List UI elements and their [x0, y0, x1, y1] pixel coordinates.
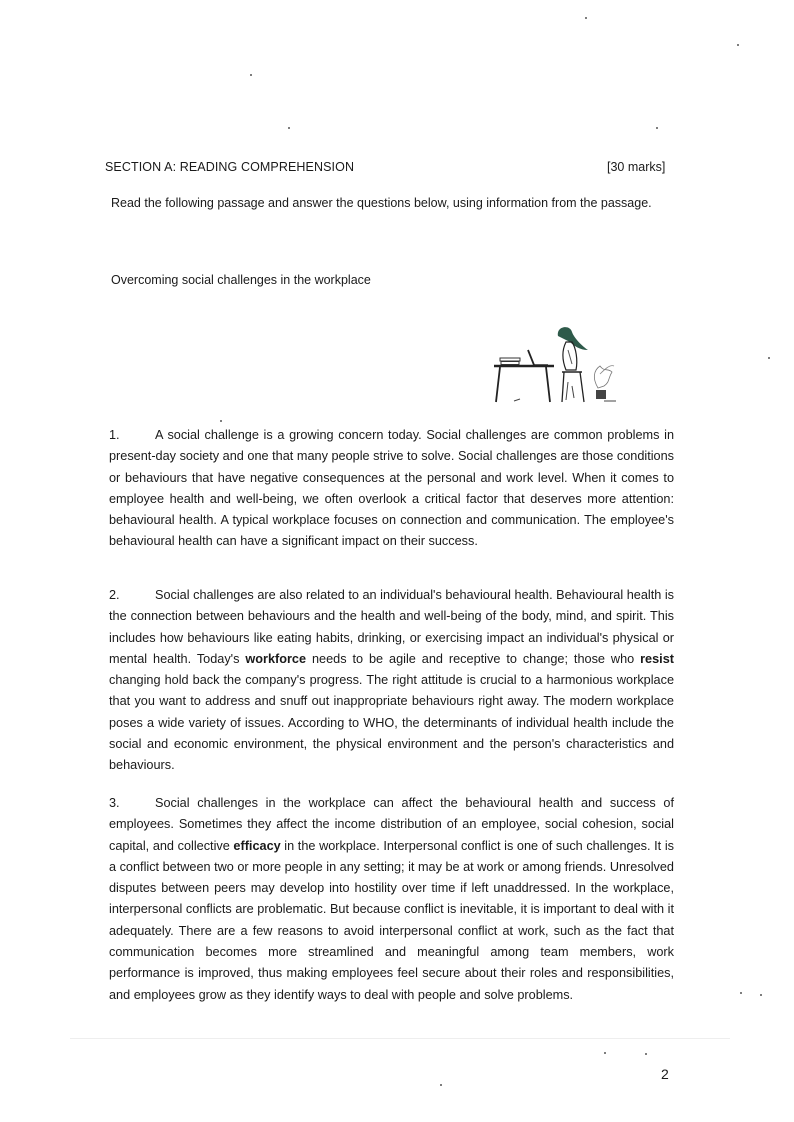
paragraph-text: Social challenges are also related to an individual's behavioural health. Behavioural health is the connection between behaviours and the health and well-being of the body, mind, and spirit. This includes how behaviours like eating habits, drinking, or exercising impact an individual's physical or mental health. Today's	[109, 588, 674, 666]
paragraph-number: 1.	[109, 428, 120, 442]
page-number: 2	[661, 1066, 669, 1082]
paragraph-number: 2.	[109, 588, 120, 602]
scan-speck	[604, 1052, 606, 1054]
scan-artifact-line	[70, 1038, 730, 1039]
scan-speck	[288, 127, 290, 129]
desk-illustration	[486, 324, 622, 406]
scan-speck	[740, 992, 742, 994]
scan-speck	[645, 1053, 647, 1055]
paragraph-text: in the workplace. Interpersonal conflict is one of such challenges. It is a conflict between two or more people in any setting; it may be at work or among friends. Unresolved disputes between peers may develop into hostility over time if left unaddressed. In the workplace, interpersonal conflicts are problematic. But because conflict is inevitable, it is important to deal with it adequately. There are a few reasons to avoid interpersonal conflict at work, such as the fact that communication becomes more streamlined and meaningful among team members, work performance is improved, thus making employees feel secure about their roles and responsibilities, and employees grow as they identify ways to deal with people and solve problems.	[109, 838, 674, 1002]
scan-speck	[585, 17, 587, 19]
paragraph-1	[109, 425, 674, 553]
scan-speck	[440, 1084, 442, 1086]
scan-speck	[768, 357, 770, 359]
instructions: Read the following passage and answer the questions below, using information from the passage.	[111, 196, 652, 210]
paragraph-text: changing hold back the company's progress. The right attitude is crucial to a harmonious workplace that you want to address and snuff out inappropriate behaviours right away. The modern workplace poses a wide variety of issues. According to WHO, the determinants of individual health include the social and economic environment, the physical environment and the person's characteristics and behaviours.	[109, 673, 674, 773]
scan-speck	[737, 44, 739, 46]
paragraph-text: needs to be agile and receptive to change; those who	[306, 651, 641, 666]
illustration-person-at-desk-icon	[486, 324, 622, 406]
vocab-word-efficacy: efficacy	[233, 838, 281, 853]
passage-title: Overcoming social challenges in the workplace	[111, 273, 371, 287]
scan-speck	[220, 420, 222, 422]
paragraph-number: 3.	[109, 796, 120, 810]
paragraph-text: A social challenge is a growing concern today. Social challenges are common problems in present-day society and one that many people strive to solve. Social challenges are those conditions or behaviours that have negative consequences at the personal and work level. When it comes to employee health and well-being, we often overlook a critical factor that deserves more attention: behavioural health. A typical workplace focuses on connection and communication. The employee's behavioural health can have a significant impact on their success.	[109, 428, 674, 549]
paragraph-text: Social challenges in the workplace can affect the behavioural health and success of employees. Sometimes they affect the income distribution of an employee, social cohesion, social capital, and collective	[109, 796, 674, 853]
paragraph-2	[109, 585, 674, 777]
paragraph-3	[109, 793, 674, 1006]
scan-speck	[760, 994, 762, 996]
vocab-word-resist: resist	[640, 651, 674, 666]
section-title: SECTION A: READING COMPREHENSION	[105, 160, 355, 174]
scan-speck	[656, 127, 658, 129]
section-marks: [30 marks]	[607, 160, 666, 174]
scan-speck	[250, 74, 252, 76]
vocab-word-workforce: workforce	[245, 651, 307, 666]
